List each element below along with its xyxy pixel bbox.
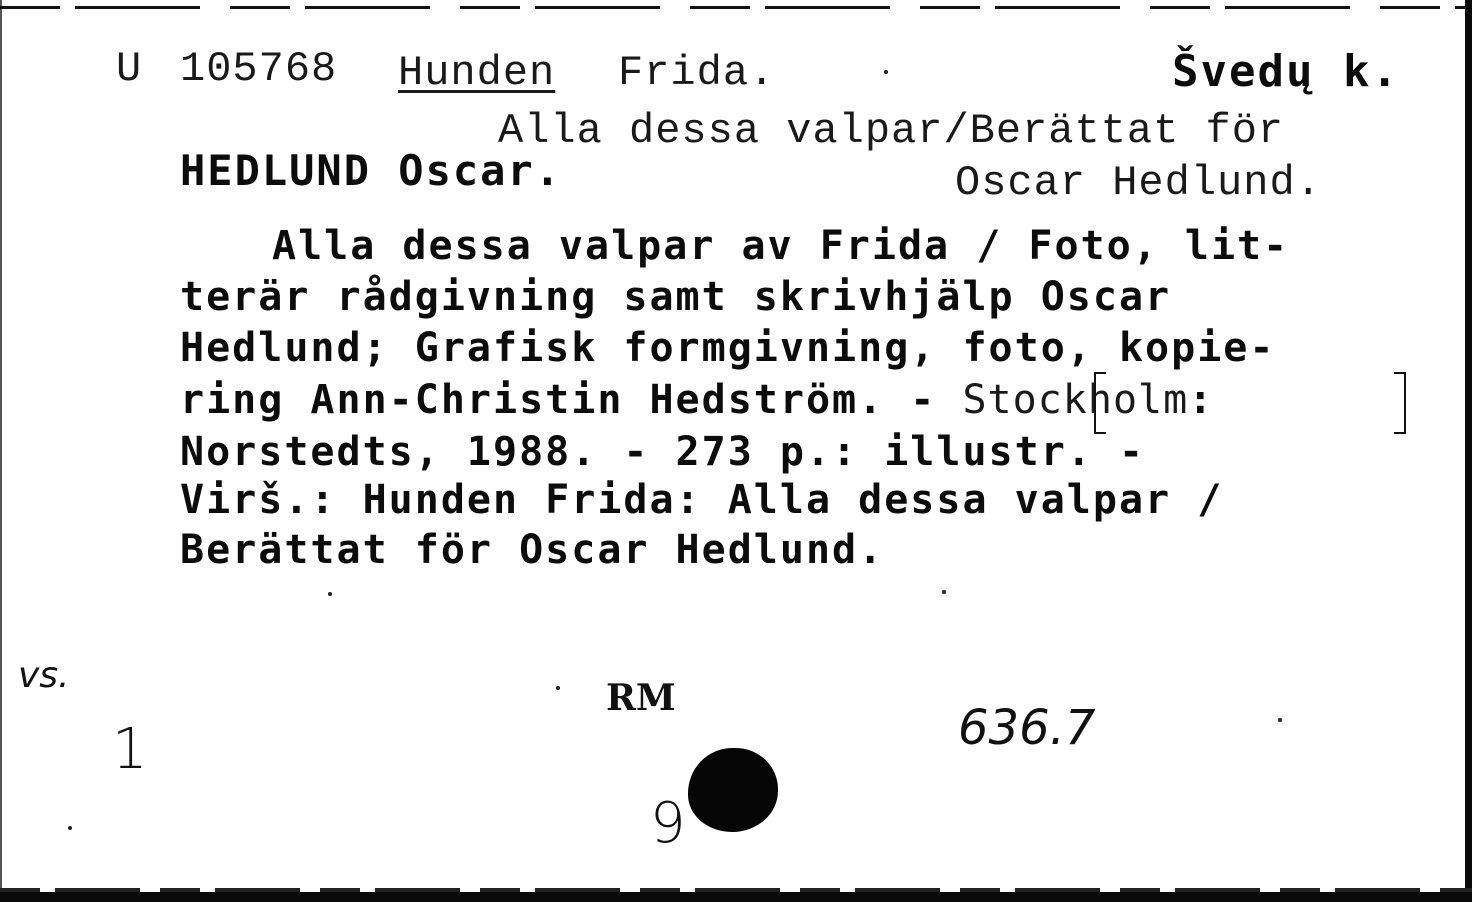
description-line: Hedlund; Grafisk formgivning, foto, kopie-: [180, 325, 1276, 371]
title-rest: Frida.: [618, 49, 776, 97]
description-line: Alla dessa valpar av Frida / Foto, lit-: [272, 223, 1290, 269]
handwritten-number-nine: 9: [650, 791, 686, 856]
stamp-rm: RM: [606, 677, 676, 719]
dust-speck: [328, 592, 332, 596]
title-main: Hunden: [398, 49, 556, 97]
handwritten-class-code: 636.7: [958, 700, 1096, 756]
bracket-right: [1394, 372, 1406, 434]
dust-speck: [68, 826, 72, 830]
dust-speck: [884, 70, 888, 74]
handwritten-number-one: 1: [112, 717, 148, 782]
dust-speck: [942, 590, 946, 594]
call-prefix: U: [116, 45, 143, 93]
handwritten-note-vs: vs.: [18, 655, 70, 696]
ink-blot: [688, 748, 778, 832]
dust-speck: [556, 686, 560, 690]
bracket-left: [1094, 372, 1106, 434]
description-line: Berättat för Oscar Hedlund.: [180, 527, 885, 573]
card-edge-right: [1465, 0, 1472, 902]
description-line-text: ring Ann-Christin Hedström. -: [180, 377, 963, 423]
place-suffix: :: [1188, 377, 1215, 423]
card-edge-left: [0, 0, 2, 902]
shelf-mark: Švedų k.: [1172, 46, 1400, 97]
subtitle-line-1: Alla dessa valpar/Berättat för: [498, 107, 1285, 155]
record-number: 105768: [180, 45, 338, 93]
description-line: [180, 377, 1215, 423]
card-edge-bottom: [0, 892, 1472, 902]
subtitle-line-2: Oscar Hedlund.: [955, 159, 1322, 207]
description-line: Virš.: Hunden Frida: Alla dessa valpar /: [180, 477, 1224, 523]
description-line: terär rådgivning samt skrivhjälp Oscar: [180, 274, 1172, 320]
description-line: Norstedts, 1988. - 273 p.: illustr. -: [180, 429, 1146, 475]
place-of-publication: Stockholm: [962, 377, 1189, 423]
author-heading: HEDLUND Oscar.: [180, 146, 563, 195]
card-edge-top: [0, 6, 1472, 9]
dust-speck: [1278, 718, 1282, 722]
